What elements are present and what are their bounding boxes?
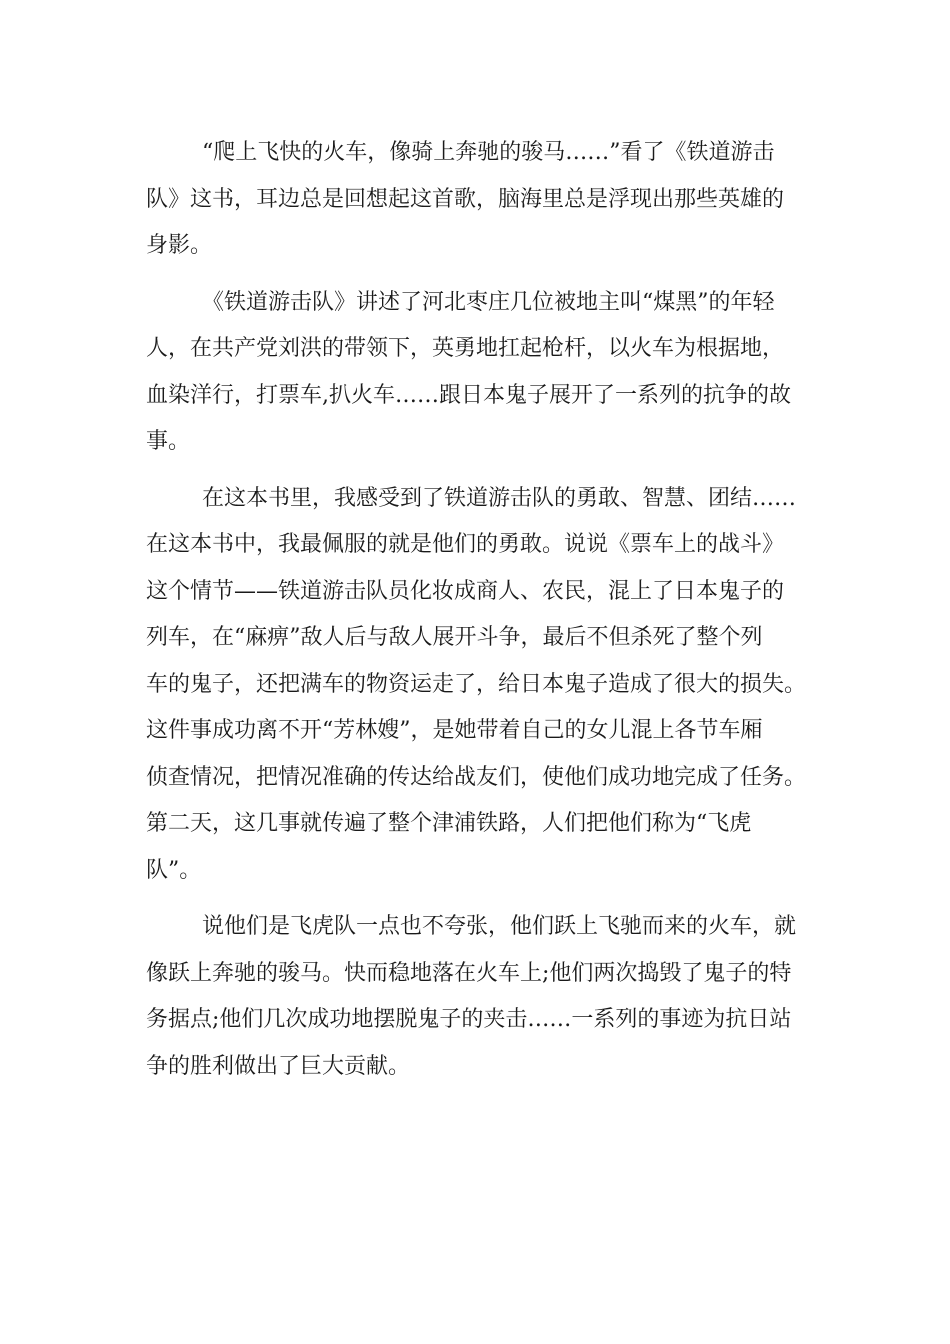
paragraph-line: 争的胜利做出了巨大贡献。 — [146, 1053, 411, 1079]
paragraph-2 — [146, 280, 806, 466]
paragraph-line: 这个情节——铁道游击队员化妆成商人、农民，混上了日本鬼子的 — [146, 578, 785, 604]
paragraph-line: 队》这书，耳边总是回想起这首歌，脑海里总是浮现出那些英雄的 — [146, 186, 785, 212]
paragraph-1 — [146, 130, 806, 270]
paragraph-line: 队”。 — [146, 857, 202, 883]
paragraph-line: 血染洋行，打票车,扒火车……跟日本鬼子展开了一系列的抗争的故 — [146, 382, 791, 408]
paragraph-3 — [146, 476, 806, 895]
paragraph-line: 像跃上奔驰的骏马。快而稳地落在火车上;他们两次捣毁了鬼子的特 — [146, 960, 792, 986]
paragraph-line: 身影。 — [146, 233, 213, 258]
paragraph-line: 事。 — [146, 429, 191, 454]
paragraph-line: 说他们是飞虎队一点也不夸张，他们跃上飞驰而来的火车，就 — [202, 914, 797, 939]
paragraph-line: 第二天，这几事就传遍了整个津浦铁路，人们把他们称为“飞虎 — [146, 811, 752, 836]
paragraph-line: 人，在共产党刘洪的带领下，英勇地扛起枪杆，以火车为根据地， — [146, 336, 785, 361]
paragraph-line: 列车，在“麻痹”敌人后与敌人展开斗争，最后不但杀死了整个列 — [146, 625, 763, 650]
paragraph-line: 《铁道游击队》讲述了河北枣庄几位被地主叫“煤黑”的年轻 — [202, 289, 775, 315]
paragraph-line: 在这本书里，我感受到了铁道游击队的勇敢、智慧、团结…… — [202, 485, 797, 511]
paragraph-line: “爬上飞快的火车，像骑上奔驰的骏马……”看了《铁道游击 — [202, 140, 775, 165]
paragraph-4 — [146, 904, 806, 1090]
paragraph-line: 这件事成功离不开“芳林嫂”，是她带着自己的女儿混上各节车厢 — [146, 718, 763, 743]
paragraph-line: 车的鬼子，还把满车的物资运走了，给日本鬼子造成了很大的损失。 — [146, 671, 807, 697]
paragraph-line: 侦查情况，把情况准确的传达给战友们，使他们成功地完成了任务。 — [146, 764, 807, 790]
paragraph-line: 在这本书中，我最佩服的就是他们的勇敢。说说《票车上的战斗》 — [146, 532, 785, 557]
document-body — [146, 130, 806, 1100]
paragraph-line: 务据点;他们几次成功地摆脱鬼子的夹击……一系列的事迹为抗日站 — [146, 1007, 792, 1032]
